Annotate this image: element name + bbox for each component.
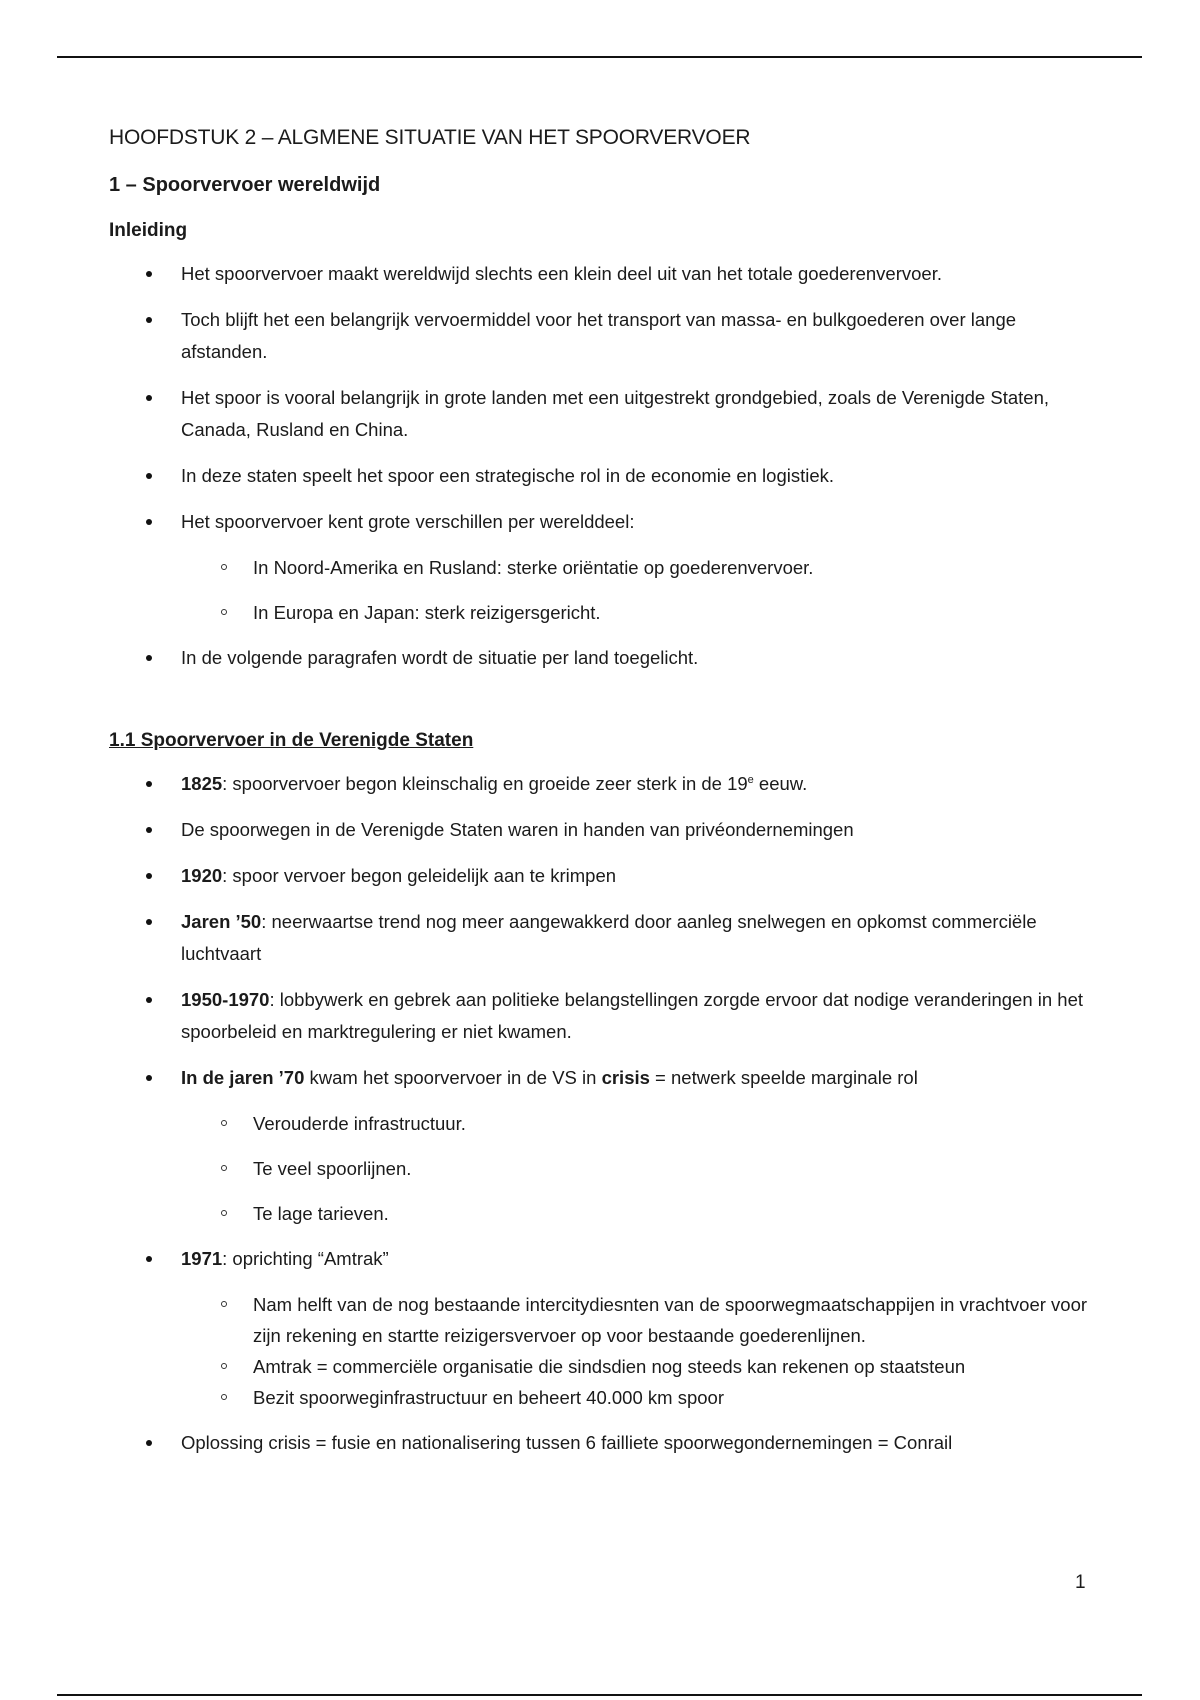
circle-bullet-icon	[221, 1301, 227, 1307]
sub-list	[181, 552, 1099, 628]
page-number: 1	[1075, 1572, 1086, 1593]
bullet-icon	[146, 1440, 152, 1446]
bullet-icon	[146, 655, 152, 661]
bullet-icon	[146, 1075, 152, 1081]
list-item: De spoorwegen in de Verenigde Staten waren in handen van privéondernemingen	[109, 814, 1099, 846]
list-item: In deze staten speelt het spoor een strategische rol in de economie en logistiek.	[109, 460, 1099, 492]
circle-bullet-icon	[221, 1165, 227, 1171]
sub-list-item: In Europa en Japan: sterk reizigersgericht.	[181, 597, 1099, 628]
bullet-icon	[146, 827, 152, 833]
intro-heading: Inleiding	[109, 220, 188, 241]
sub-list-item: Verouderde infrastructuur.	[181, 1108, 1099, 1139]
bullet-icon	[146, 473, 152, 479]
list-item: In de volgende paragrafen wordt de situatie per land toegelicht.	[109, 642, 1099, 674]
sub-list-item: Amtrak = commerciële organisatie die sindsdien nog steeds kan rekenen op staatsteun	[181, 1351, 1099, 1382]
us-section-heading: 1.1 Spoorvervoer in de Verenigde Staten	[109, 730, 474, 751]
intro-list	[109, 258, 1099, 674]
sub-list-item: In Noord-Amerika en Rusland: sterke oriëntatie op goederenvervoer.	[181, 552, 1099, 583]
bullet-icon	[146, 271, 152, 277]
bullet-icon	[146, 395, 152, 401]
section-title: 1 – Spoorvervoer wereldwijd	[109, 174, 381, 196]
circle-bullet-icon	[221, 609, 227, 615]
list-item: Het spoorvervoer maakt wereldwijd slechts een klein deel uit van het totale goederenvervoer.	[109, 258, 1099, 290]
list-item: Oplossing crisis = fusie en nationalisering tussen 6 failliete spoorwegondernemingen = Conrail	[109, 1427, 1099, 1459]
bullet-icon	[146, 873, 152, 879]
bullet-icon	[146, 519, 152, 525]
circle-bullet-icon	[221, 1363, 227, 1369]
document-body	[109, 124, 1099, 1473]
list-item: In de jaren ’70 kwam het spoorvervoer in de VS in crisis = netwerk speelde marginale rol Verouderde infrastructuur. Te veel spoorlijnen. Te lage tarieven.	[109, 1062, 1099, 1229]
chapter-title: HOOFDSTUK 2 – ALGMENE SITUATIE VAN HET SPOORVERVOER	[109, 126, 751, 149]
top-rule	[57, 56, 1142, 58]
circle-bullet-icon	[221, 1210, 227, 1216]
bullet-icon	[146, 317, 152, 323]
sub-list	[181, 1108, 1099, 1229]
list-item: 1950-1970: lobbywerk en gebrek aan politieke belangstellingen zorgde ervoor dat nodige veranderingen in het spoorbeleid en marktregulering er niet kwamen.	[109, 984, 1099, 1048]
list-item: 1920: spoor vervoer begon geleidelijk aan te krimpen	[109, 860, 1099, 892]
sub-list-item: Nam helft van de nog bestaande intercitydiesnten van de spoorwegmaatschappijen in vrachtvoer voor zijn rekening en startte reizigersvervoer op voor bestaande goederenlijnen.	[181, 1289, 1099, 1351]
circle-bullet-icon	[221, 1120, 227, 1126]
list-item: Toch blijft het een belangrijk vervoermiddel voor het transport van massa- en bulkgoederen over lange afstanden.	[109, 304, 1099, 368]
sub-list-item: Te lage tarieven.	[181, 1198, 1099, 1229]
bullet-icon	[146, 919, 152, 925]
list-item: Jaren ’50: neerwaartse trend nog meer aangewakkerd door aanleg snelwegen en opkomst commerciële luchtvaart	[109, 906, 1099, 970]
bullet-icon	[146, 1256, 152, 1262]
sub-list-item: Bezit spoorweginfrastructuur en beheert 40.000 km spoor	[181, 1382, 1099, 1413]
circle-bullet-icon	[221, 564, 227, 570]
list-item: 1971: oprichting “Amtrak” Nam helft van de nog bestaande intercitydiesnten van de spoorwegmaatschappijen in vrachtvoer voor zijn rekening en startte reizigersvervoer op voor bestaande goederenlijnen. Amtrak = commerciële organisatie die sindsdien nog steeds kan rekenen op staatsteun Bezit spoorweginfrastructuur en beheert 40.000 km spoor	[109, 1243, 1099, 1413]
bullet-icon	[146, 781, 152, 787]
list-item: Het spoorvervoer kent grote verschillen per werelddeel: In Noord-Amerika en Rusland: sterke oriëntatie op goederenvervoer. In Europa en Japan: sterk reizigersgericht.	[109, 506, 1099, 628]
us-list	[109, 768, 1099, 1459]
sub-list	[181, 1289, 1099, 1413]
bottom-rule	[57, 1694, 1142, 1696]
bullet-icon	[146, 997, 152, 1003]
sub-list-item: Te veel spoorlijnen.	[181, 1153, 1099, 1184]
circle-bullet-icon	[221, 1394, 227, 1400]
list-item: 1825: spoorvervoer begon kleinschalig en groeide zeer sterk in de 19e eeuw.	[109, 768, 1099, 800]
list-item: Het spoor is vooral belangrijk in grote landen met een uitgestrekt grondgebied, zoals de Verenigde Staten, Canada, Rusland en China.	[109, 382, 1099, 446]
